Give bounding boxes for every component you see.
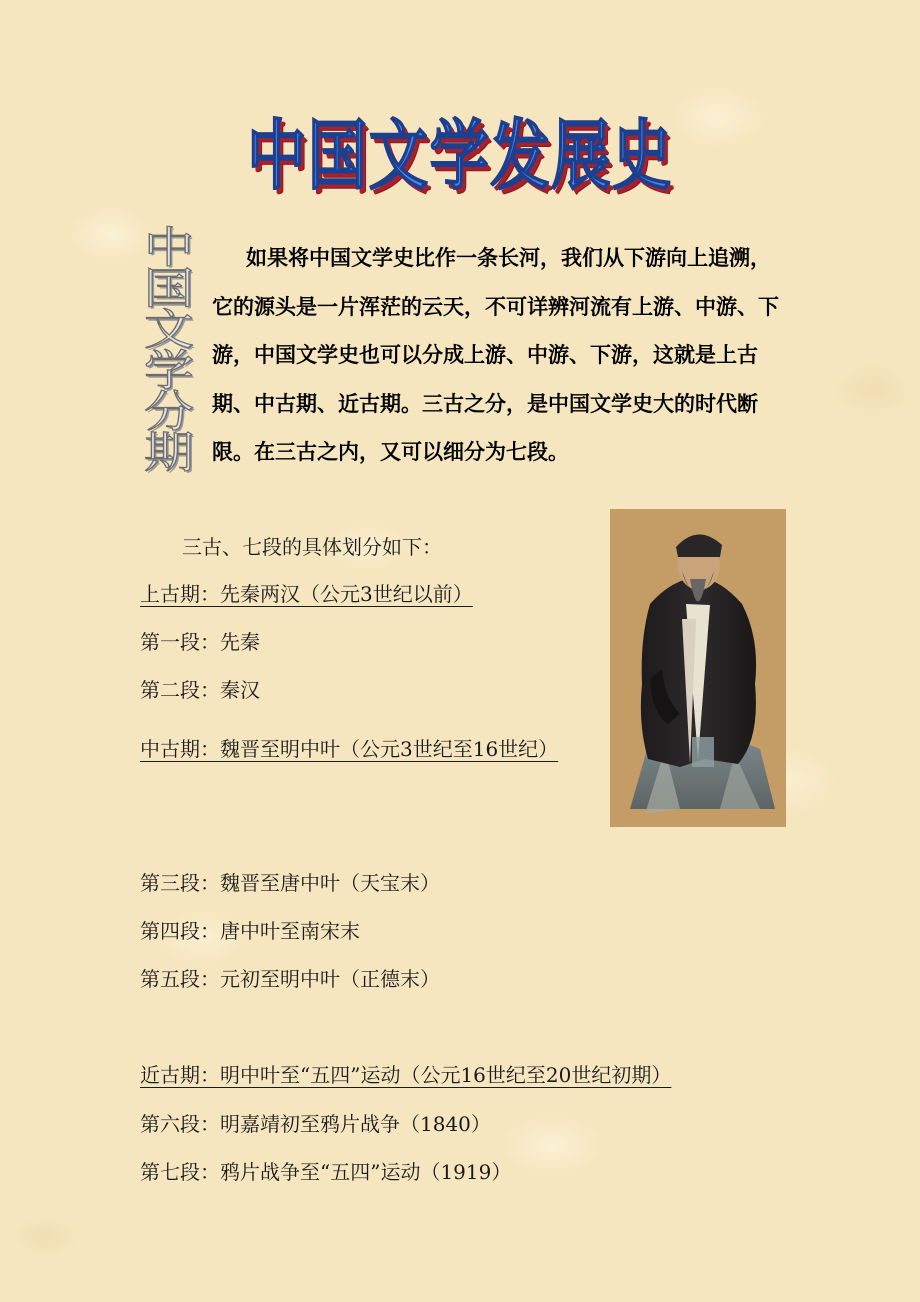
confucius-portrait-image bbox=[610, 509, 786, 827]
page-title: 中国文学发展史 bbox=[247, 111, 673, 200]
stage-2-text: 第二段：秦汉 bbox=[140, 678, 260, 702]
stage-7-text: 第七段：鸦片战争至“五四”运动（1919） bbox=[140, 1160, 512, 1184]
intro-paragraph: 如果将中国文学史比作一条长河，我们从下游向上追溯，它的源头是一片浑茫的云天，不可详辨河流有上游、中游、下游，中国文学史也可以分成上游、中游、下游，这就是上古期、中古期、近古期。三古之分，是中国文学史大的时代断限。在三古之内，又可以细分为七段。 bbox=[212, 246, 779, 464]
period-medieval-heading: 中古期：魏晋至明中叶（公元3世纪至16世纪） bbox=[140, 737, 559, 761]
period-ancient-heading: 上古期：先秦两汉（公元3世纪以前） bbox=[140, 582, 473, 606]
stage-3-text: 第三段：魏晋至唐中叶（天宝末） bbox=[140, 871, 440, 895]
stage-5-text: 第五段：元初至明中叶（正德末） bbox=[140, 967, 440, 991]
side-label-char: 国 bbox=[144, 264, 194, 315]
side-label-char: 学 bbox=[144, 346, 194, 397]
stage-1-text: 第一段：先秦 bbox=[140, 630, 260, 654]
side-label-char: 文 bbox=[144, 305, 194, 356]
stage-6-text: 第六段：明嘉靖初至鸦片战争（1840） bbox=[140, 1112, 491, 1136]
side-vertical-label bbox=[136, 223, 202, 479]
period-modern-heading: 近古期：明中叶至“五四”运动（公元16世纪至20世纪初期） bbox=[140, 1063, 672, 1087]
division-intro-text: 三古、七段的具体划分如下： bbox=[182, 535, 442, 559]
stage-4-text: 第四段：唐中叶至南宋末 bbox=[140, 919, 360, 943]
side-label-char: 分 bbox=[144, 387, 194, 438]
side-label-char: 中 bbox=[144, 223, 194, 274]
side-label-char: 期 bbox=[144, 428, 194, 479]
